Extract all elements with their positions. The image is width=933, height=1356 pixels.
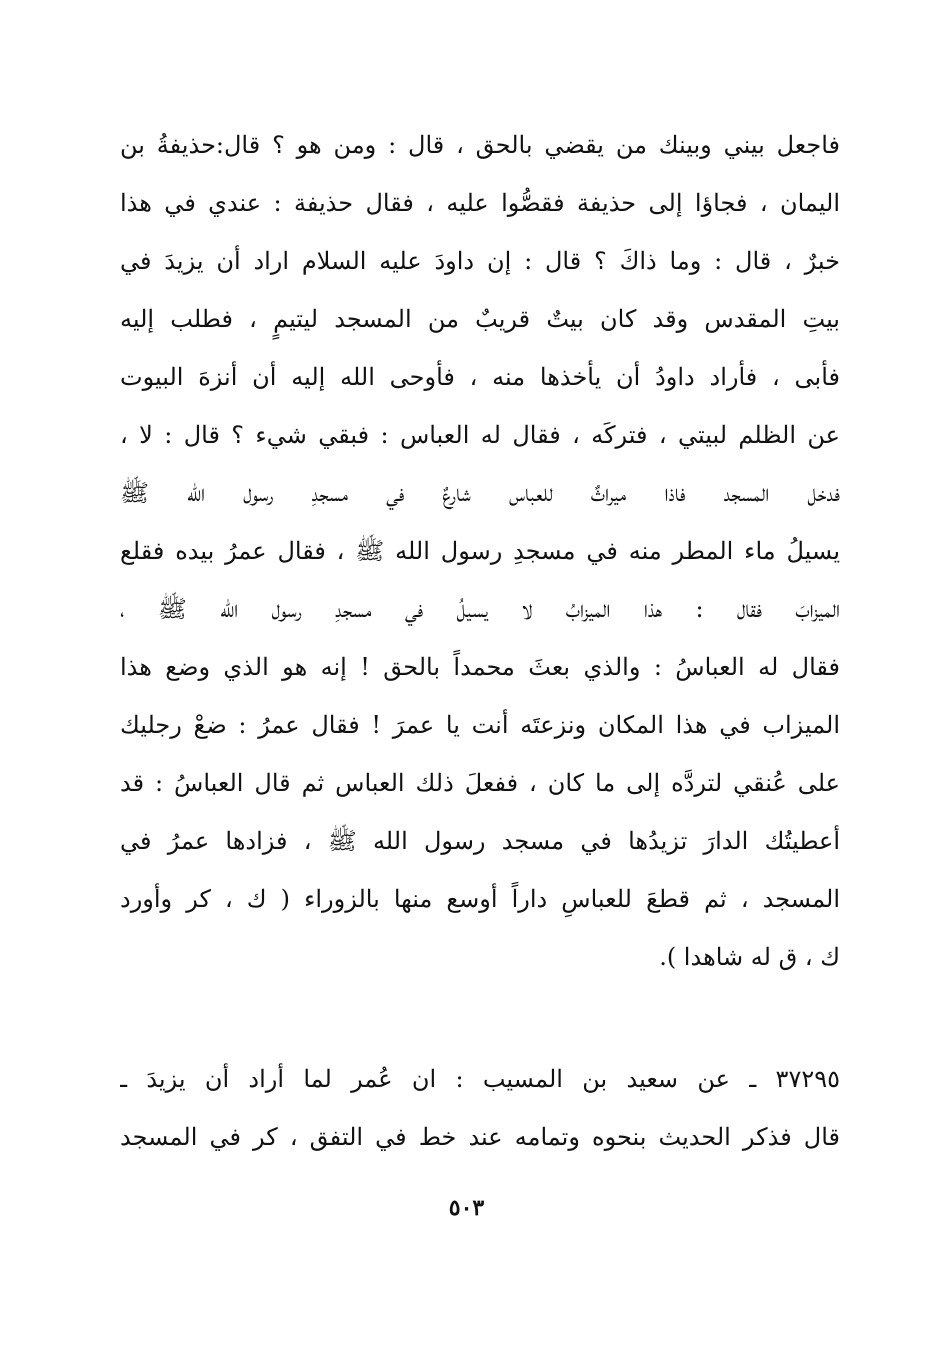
hadith-paragraph (120, 1050, 840, 1166)
main-paragraph (120, 116, 840, 986)
text-line: المسجد ، ثم قطعَ للعباسِ داراً أوسع منها بالزوراء ( ك ، كر وأورد (120, 885, 840, 913)
text-line: بيتِ المقدس وقد كان بيتٌ قريبٌ من المسجد ليتيمٍ ، فطلب إليه (120, 305, 840, 333)
text-line: الميزاب في هذا المكان ونزعتَه أنت يا عمرَ ! فقال عمرُ : ضعْ رجليك (120, 711, 840, 739)
text-line: ك ، ق له شاهدا ). (659, 943, 840, 971)
text-line: خبرٌ ، قال : وما ذاكَ ؟ قال : إن داودَ عليه السلام اراد أن يزيدَ في (120, 247, 840, 275)
text-line: عن الظلم لبيتي ، فتركَه ، فقال له العباس : فبقي شيء ؟ قال : لا ، (120, 421, 840, 449)
text-line: يسيلُ ماء المطر منه في مسجدِ رسول الله ﷺ ، فقال عمرُ بيده فقلع (120, 537, 840, 565)
text-line: أعطيتُك الدارَ تزيدُها في مسجد رسول الله ﷺ ، فزادها عمرُ في (120, 827, 840, 855)
text-line: فدخل المسجد فاذا ميراثٌ للعباس شارعٌ في مسجدِ رسول الله ﷺ (120, 479, 840, 507)
page-number: ٥٠٣ (448, 1195, 485, 1221)
text-line: فاجعل بيني وبينك من يقضي بالحق ، قال : ومن هو ؟ قال:حذيفةُ بن (120, 131, 840, 159)
text-line: على عُنقي لتردَّه إلى ما كان ، ففعلَ ذلك العباس ثم قال العباسُ : قد (120, 769, 840, 797)
text-line: فقال له العباسُ : والذي بعثَ محمداً بالحق ! إنه هو الذي وضع هذا (120, 653, 840, 681)
text-line: ٣٧٢٩٥ ـ عن سعيد بن المسيب : ان عُمر لما أراد أن يزيدَ ـ (120, 1065, 840, 1093)
text-line: الميزابَ فقال : هذا الميزابُ لا يسيلُ في مسجدِ رسول الله ﷺ ، (120, 595, 840, 623)
text-line: فأبى ، فأراد داودُ أن يأخذها منه ، فأوحى الله إليه أن أنزهَ البيوت (120, 363, 840, 391)
text-line: اليمان ، فجاؤا إلى حذيفة فقصُّوا عليه ، فقال حذيفة : عندي في هذا (120, 189, 840, 217)
text-line: قال فذكر الحديث بنحوه وتمامه عند خط في التفق ، كر في المسجد (120, 1123, 840, 1151)
